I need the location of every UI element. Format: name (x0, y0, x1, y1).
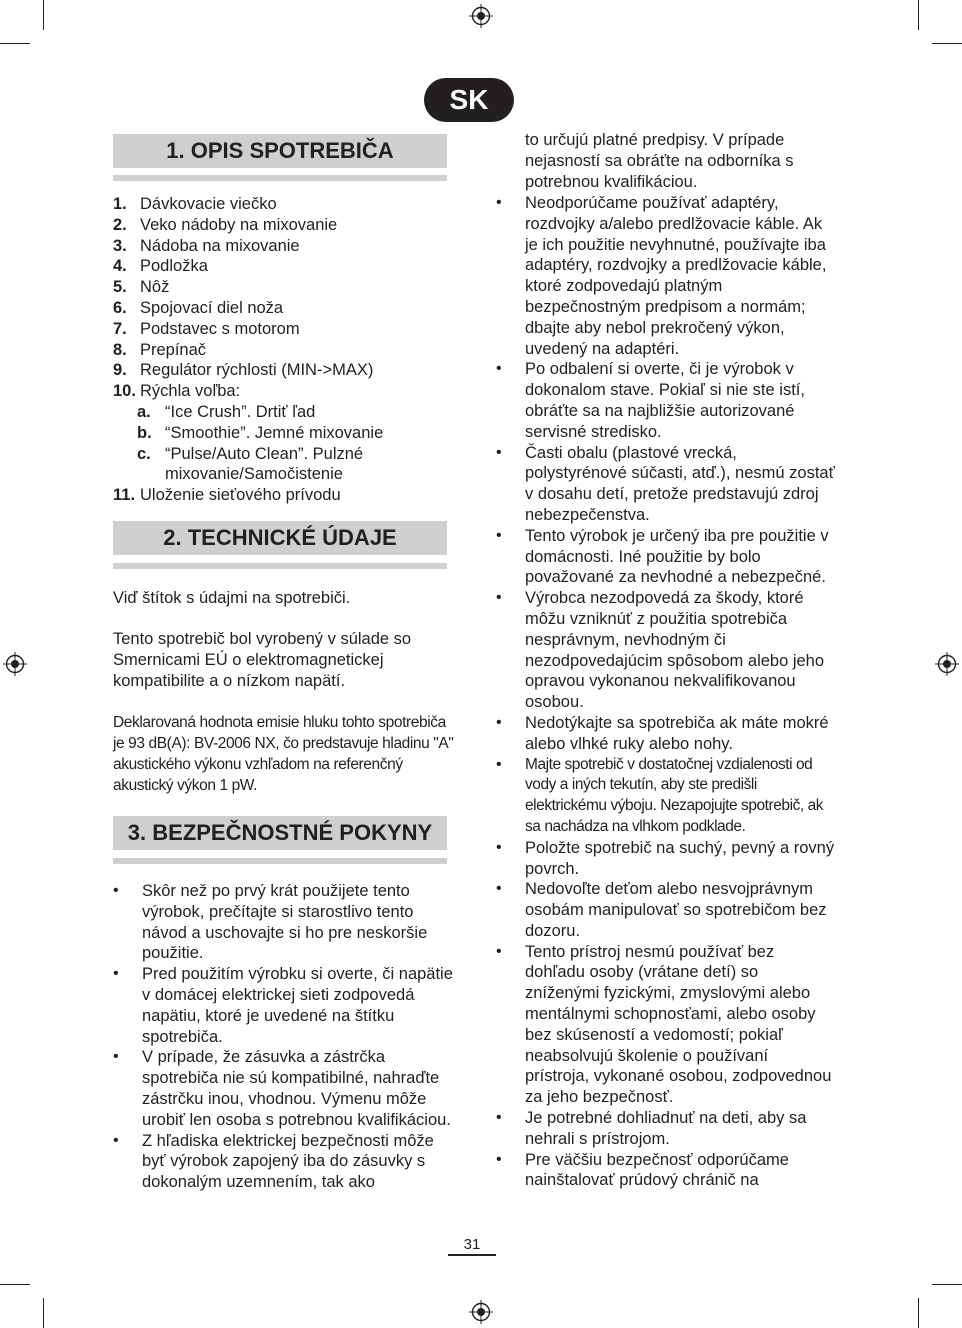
list-item: • Z hľadiska elektrickej bezpečnosti môže byť výrobok zapojený iba do zásuvky s dokonalým uzemnením, tak ako (113, 1131, 434, 1192)
list-item: 8. Prepínač (113, 340, 207, 359)
page-number: 31 (463, 1236, 481, 1253)
list-item: 1. Dávkovacie viečko (113, 195, 277, 213)
list-item: • V prípade, že zásuvka a zástrčka spotrebiča nie sú kompatibilné, nahraďte zástrčku inou, vhodnou. Výmenu môže urobiť len osoba s potrebnou kvalifikáciou. (113, 1048, 451, 1129)
list-item: 3. Nádoba na mixovanie (113, 236, 300, 255)
list-item: • Majte spotrebič v dostatočnej vzdialenosti od vody a iných tekutín, aby ste predišli elektrickému výboju. Nezapojujte spotrebič, ak sa nachádza na vlhkom podklade. (496, 755, 824, 835)
section-heading: 1. OPIS SPOTREBIČA (113, 134, 447, 168)
section-heading: 2. TECHNICKÉ ÚDAJE (113, 521, 447, 555)
sub-list-item: a. “Ice Crush”. Drtiť ľad (137, 402, 316, 421)
crop-mark (932, 1284, 962, 1285)
list-item: • Po odbalení si overte, či je výrobok v dokonalom stave. Pokiaľ si nie ste istí, obráťte sa na najbližšie autorizované servisné stredisko. (496, 360, 805, 441)
crop-mark (0, 43, 30, 44)
list-item: • Položte spotrebič na suchý, pevný a rovný povrch. (496, 838, 835, 878)
list-item: 10. Rýchla voľba: (113, 382, 241, 401)
noise-emission-paragraph: Deklarovaná hodnota emisie hluku tohto spotrebiča je 93 dB(A): BV-2006 NX, čo predstavuje hladinu "A" akustického výkonu vzhľadom na referenčný akustický výkon 1 pW. (113, 714, 454, 794)
registration-mark-icon (469, 1300, 493, 1324)
rating-label-paragraph: Viď štítok s údajmi na spotrebiči. (113, 589, 351, 607)
list-item: 11. Uloženie sieťového prívodu (113, 486, 341, 505)
crop-mark (43, 1298, 44, 1328)
crop-mark (932, 43, 962, 44)
list-item: • Výrobca nezodpovedá za škody, ktoré môžu vzniknúť z použitia spotrebiča nesprávnym, nevhodným či nezodpovedajúcim spôsobom alebo jeho opravou vykonanou nekvalifikovanou osobou. (496, 589, 825, 712)
list-item: 7. Podstavec s motorom (113, 319, 300, 338)
list-item: • Pre väčšiu bezpečnosť odporúčame nainštalovať prúdový chránič na (496, 1150, 789, 1190)
list-item: 9. Regulátor rýchlosti (MIN->MAX) (113, 361, 374, 380)
parts-list (113, 194, 453, 506)
section-rule (113, 858, 447, 864)
list-item: 2. Veko nádoby na mixovanie (113, 215, 338, 234)
crop-mark (43, 0, 44, 30)
safety-continuation: to určujú platné predpisy. V prípade nejasností sa obráťte na odborníka s potrebnou kvalifikáciou. (525, 131, 794, 191)
registration-mark-icon (3, 652, 27, 676)
list-item: • Neodporúčame používať adaptéry, rozdvojky a/alebo predlžovacie káble. Ak je ich použitie nevyhnutné, používajte iba adaptéry, rozdvojky a predlžovacie káble, ktoré zodpovedajú platným bezpečnostným predpisom a normám; dbajte aby nebol prekročený výkon, uvedený na adaptéri. (496, 194, 827, 358)
list-item: • Je potrebné dohliadnuť na deti, aby sa nehrali s prístrojom. (496, 1109, 807, 1148)
registration-mark-icon (469, 4, 493, 28)
page-number-underline (448, 1254, 496, 1256)
registration-mark-icon (935, 652, 959, 676)
list-item: • Pred použitím výrobku si overte, či napätie v domácej elektrickej sieti zodpovedá napätiu, ktoré je uvedené na štítku spotrebiča. (113, 965, 453, 1046)
list-item: • Časti obalu (plastové vrecká, polystyrénové súčasti, atď.), nesmú zostať v dosahu detí, pretože predstavujú zdroj nebezpečenstva. (496, 443, 835, 524)
language-badge: SK (424, 78, 514, 122)
sub-list-item: b. “Smoothie”. Jemné mixovanie (137, 423, 384, 442)
compliance-paragraph: Tento spotrebič bol vyrobený v súlade so Smernicami EÚ o elektromagnetickej kompatibilite a o nízkom napätí. (113, 630, 412, 690)
sub-list-item-continuation: mixovanie/Samočistenie (165, 465, 343, 484)
list-item: • Tento výrobok je určený iba pre použitie v domácnosti. Iné použitie by bolo považované za nevhodné a nebezpečné. (496, 526, 829, 587)
list-item: 5. Nôž (113, 278, 170, 297)
list-item: • Nedotýkajte sa spotrebiča ak máte mokré alebo vlhké ruky alebo nohy. (496, 713, 829, 753)
sub-list-item: c. “Pulse/Auto Clean”. Pulzné (137, 444, 364, 463)
section-rule (113, 563, 447, 569)
crop-mark (918, 0, 919, 30)
list-item: 4. Podložka (113, 257, 208, 276)
crop-mark (918, 1298, 919, 1328)
section-heading: 3. BEZPEČNOSTNÉ POKYNY (113, 816, 447, 850)
safety-list-right (496, 193, 836, 1191)
crop-mark (0, 1284, 30, 1285)
section-rule (113, 175, 447, 181)
list-item: • Skôr než po prvý krát použijete tento výrobok, prečítajte si starostlivo tento návod a uschovajte si ho pre neskoršie použitie. (113, 882, 428, 963)
list-item: • Tento prístroj nesmú používať bez dohľadu osoby (vrátane detí) so zníženými fyzickými, zmyslovými alebo mentálnymi schopnosťami, alebo osoby bez skúseností a vedomostí; pokiaľ neabsolvujú školenie o používaní prístroja, vykonané osobou, zodpovednou za jeho bezpečnosť. (496, 942, 832, 1107)
safety-list-left (113, 881, 453, 1193)
list-item: • Nedovoľte deťom alebo nesvojprávnym osobám manipulovať so spotrebičom bez dozoru. (496, 880, 827, 940)
list-item: 6. Spojovací diel noža (113, 298, 284, 317)
